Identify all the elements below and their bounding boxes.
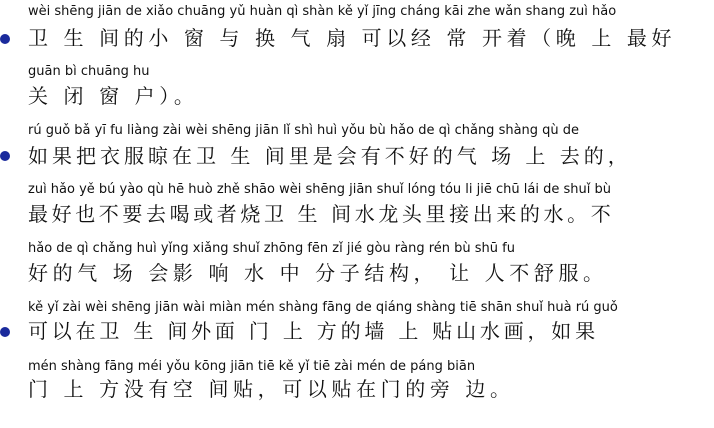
pinyin-line: kě yǐ zài wèi shēng jiān wài miàn mén shàng fāng de qiáng shàng tiē shān shuǐ huà rú guǒ [28,300,618,315]
pinyin-line: zuì hǎo yě bú yào qù hē huò zhě shāo wèi shēng jiān shuǐ lóng tóu li jiē chū lái de shuǐ bù [28,182,611,197]
hanzi-line: 可以在卫 生 间外面 门 上 方的墙 上 贴山水画，如果 [28,319,599,343]
bullet [0,327,10,337]
hanzi-line: 关 闭 窗 户）。 [28,84,199,108]
pinyin-line: rú guǒ bǎ yī fu liàng zài wèi shēng jiān lǐ shì huì yǒu bù hǎo de qì chǎng shàng qù de [28,123,580,138]
pinyin-line: hǎo de qì chǎng huì yǐng xiǎng shuǐ zhōng fēn zǐ jié gòu ràng rén bù shū fu [28,241,515,256]
pinyin-line: wèi shēng jiān de xiǎo chuāng yǔ huàn qì shàn kě yǐ jīng cháng kāi zhe wǎn shang zuì hǎo [28,4,617,19]
bullet [0,151,10,161]
hanzi-line: 卫 生 间的小 窗 与 换 气 扇 可以经 常 开着（晚 上 最好 [28,26,677,50]
bullet [0,34,10,44]
hanzi-line: 最好也不要去喝或者烧卫 生 间水龙头里接出来的水。不 [28,202,615,226]
pinyin-line: mén shàng fāng méi yǒu kōng jiān tiē kě yǐ tiē zài mén de páng biān [28,359,476,374]
hanzi-line: 好的气 场 会影 响 水 中 分子结构， 让 人不舒服。 [28,261,608,285]
hanzi-line: 如果把衣服晾在卫 生 间里是会有不好的气 场 上 去的， [28,144,632,168]
pinyin-line: guān bì chuāng hu [28,64,150,79]
hanzi-line: 门 上 方没有空 间贴，可以贴在门的旁 边。 [28,377,515,401]
